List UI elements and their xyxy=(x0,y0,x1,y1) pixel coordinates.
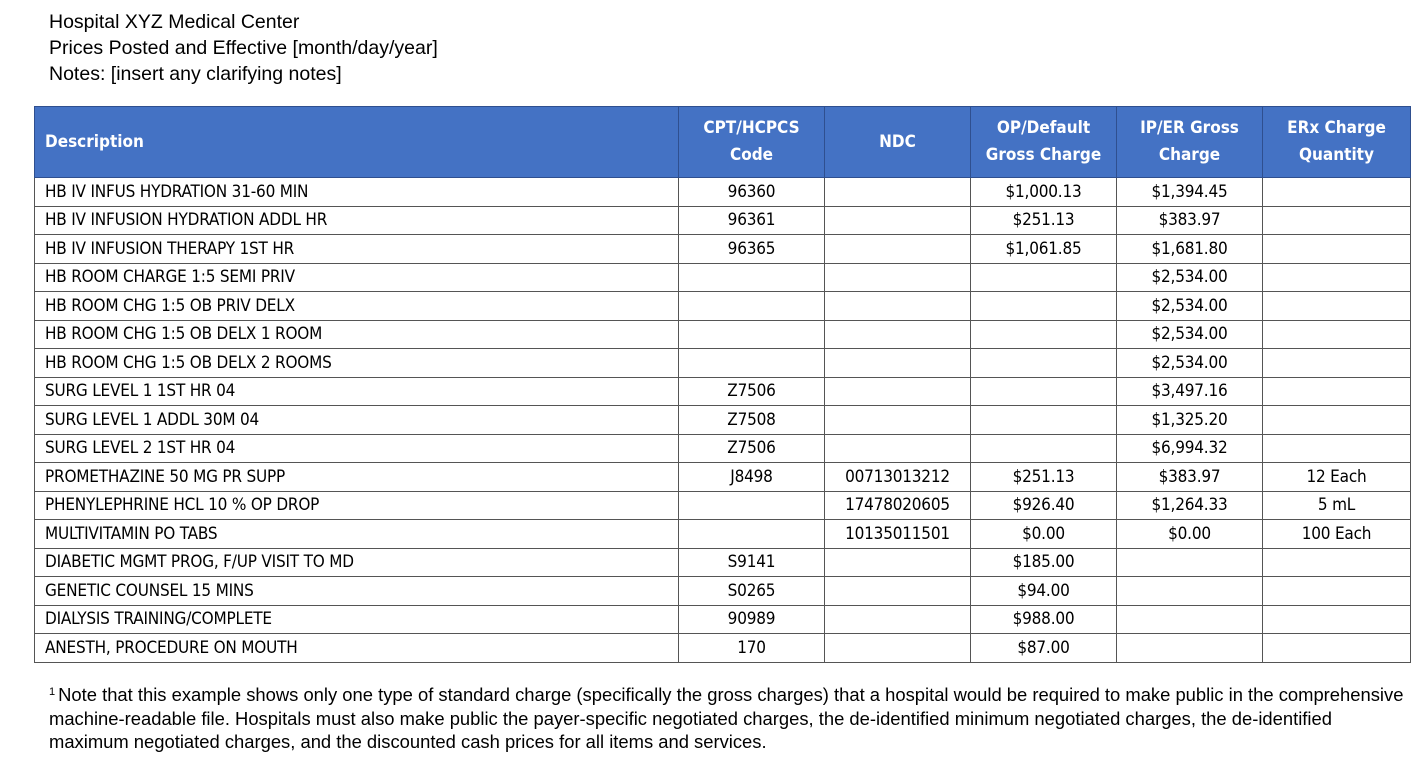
cell-op-default-gross-charge: $988.00 xyxy=(971,605,1117,634)
cell-ip-er-gross-charge: $2,534.00 xyxy=(1117,320,1263,349)
cell-ndc xyxy=(825,178,971,207)
cell-description: HB IV INFUSION HYDRATION ADDL HR xyxy=(35,206,679,235)
column-header-ip-er-gross-charge: IP/ER Gross Charge xyxy=(1117,107,1263,178)
prices-posted-line: Prices Posted and Effective [month/day/year] xyxy=(49,37,438,59)
cell-description: GENETIC COUNSEL 15 MINS xyxy=(35,577,679,606)
cell-ip-er-gross-charge: $2,534.00 xyxy=(1117,292,1263,321)
cell-ndc xyxy=(825,377,971,406)
table-body xyxy=(35,178,1411,663)
cell-op-default-gross-charge: $87.00 xyxy=(971,634,1117,663)
hospital-name: Hospital XYZ Medical Center xyxy=(49,11,300,33)
cell-op-default-gross-charge xyxy=(971,320,1117,349)
cell-ndc: 17478020605 xyxy=(825,491,971,520)
cell-erx-charge-quantity xyxy=(1263,634,1411,663)
cell-erx-charge-quantity xyxy=(1263,320,1411,349)
cell-cpt-hcpcs-code xyxy=(679,320,825,349)
cell-erx-charge-quantity xyxy=(1263,292,1411,321)
notes-line: Notes: [insert any clarifying notes] xyxy=(49,63,342,85)
cell-ip-er-gross-charge: $2,534.00 xyxy=(1117,263,1263,292)
table-row xyxy=(35,235,1411,264)
cell-erx-charge-quantity: 12 Each xyxy=(1263,463,1411,492)
table-row xyxy=(35,349,1411,378)
cell-description: HB IV INFUS HYDRATION 31-60 MIN xyxy=(35,178,679,207)
cell-ndc xyxy=(825,235,971,264)
cell-ndc: 10135011501 xyxy=(825,520,971,549)
cell-cpt-hcpcs-code: 96360 xyxy=(679,178,825,207)
cell-ip-er-gross-charge: $2,534.00 xyxy=(1117,349,1263,378)
table-row xyxy=(35,463,1411,492)
cell-erx-charge-quantity xyxy=(1263,349,1411,378)
cell-erx-charge-quantity xyxy=(1263,605,1411,634)
cell-ndc xyxy=(825,206,971,235)
cell-cpt-hcpcs-code: J8498 xyxy=(679,463,825,492)
table-row xyxy=(35,206,1411,235)
cell-erx-charge-quantity xyxy=(1263,263,1411,292)
cell-cpt-hcpcs-code: Z7506 xyxy=(679,434,825,463)
cell-ip-er-gross-charge: $6,994.32 xyxy=(1117,434,1263,463)
cell-ndc xyxy=(825,263,971,292)
cell-ip-er-gross-charge xyxy=(1117,548,1263,577)
cell-ip-er-gross-charge: $1,264.33 xyxy=(1117,491,1263,520)
cell-op-default-gross-charge xyxy=(971,263,1117,292)
cell-description: PROMETHAZINE 50 MG PR SUPP xyxy=(35,463,679,492)
cell-cpt-hcpcs-code: S9141 xyxy=(679,548,825,577)
table-row xyxy=(35,377,1411,406)
cell-ip-er-gross-charge xyxy=(1117,577,1263,606)
cell-cpt-hcpcs-code: 96361 xyxy=(679,206,825,235)
table-row xyxy=(35,178,1411,207)
cell-ip-er-gross-charge: $1,325.20 xyxy=(1117,406,1263,435)
column-header-ndc: NDC xyxy=(825,107,971,178)
cell-ndc xyxy=(825,605,971,634)
cell-erx-charge-quantity: 5 mL xyxy=(1263,491,1411,520)
cell-op-default-gross-charge xyxy=(971,377,1117,406)
table-header-row xyxy=(35,107,1411,178)
cell-ndc xyxy=(825,577,971,606)
cell-cpt-hcpcs-code: Z7506 xyxy=(679,377,825,406)
cell-cpt-hcpcs-code: Z7508 xyxy=(679,406,825,435)
cell-ip-er-gross-charge: $3,497.16 xyxy=(1117,377,1263,406)
footnote-marker: 1 xyxy=(49,686,56,698)
table-row xyxy=(35,520,1411,549)
cell-ndc xyxy=(825,349,971,378)
cell-description: PHENYLEPHRINE HCL 10 % OP DROP xyxy=(35,491,679,520)
cell-ip-er-gross-charge: $0.00 xyxy=(1117,520,1263,549)
cell-ip-er-gross-charge: $383.97 xyxy=(1117,206,1263,235)
cell-op-default-gross-charge: $251.13 xyxy=(971,463,1117,492)
cell-ip-er-gross-charge xyxy=(1117,634,1263,663)
cell-description: HB ROOM CHG 1:5 OB DELX 2 ROOMS xyxy=(35,349,679,378)
cell-erx-charge-quantity xyxy=(1263,235,1411,264)
cell-erx-charge-quantity xyxy=(1263,406,1411,435)
cell-description: DIABETIC MGMT PROG, F/UP VISIT TO MD xyxy=(35,548,679,577)
cell-description: ANESTH, PROCEDURE ON MOUTH xyxy=(35,634,679,663)
cell-ndc: 00713013212 xyxy=(825,463,971,492)
cell-erx-charge-quantity: 100 Each xyxy=(1263,520,1411,549)
cell-description: HB ROOM CHARGE 1:5 SEMI PRIV xyxy=(35,263,679,292)
cell-description: MULTIVITAMIN PO TABS xyxy=(35,520,679,549)
cell-op-default-gross-charge: $1,000.13 xyxy=(971,178,1117,207)
cell-op-default-gross-charge xyxy=(971,434,1117,463)
cell-cpt-hcpcs-code xyxy=(679,349,825,378)
column-header-cpt-hcpcs-code: CPT/HCPCS Code xyxy=(679,107,825,178)
cell-op-default-gross-charge: $1,061.85 xyxy=(971,235,1117,264)
cell-op-default-gross-charge: $94.00 xyxy=(971,577,1117,606)
footnote-text: Note that this example shows only one type of standard charge (specifically the gross charges) that a hospital would be required to make public in the comprehensive machine-readable file. Hospitals must also make public the payer-specific negotiated charges, the de-identified minimum negotiated charges, the de-identified maximum negotiated charges, and the discounted cash prices for all items and services. xyxy=(49,684,1404,752)
table-row xyxy=(35,320,1411,349)
cell-erx-charge-quantity xyxy=(1263,206,1411,235)
cell-erx-charge-quantity xyxy=(1263,178,1411,207)
cell-cpt-hcpcs-code xyxy=(679,520,825,549)
document-header xyxy=(49,9,438,87)
cell-cpt-hcpcs-code: 170 xyxy=(679,634,825,663)
cell-ndc xyxy=(825,320,971,349)
cell-description: HB ROOM CHG 1:5 OB PRIV DELX xyxy=(35,292,679,321)
cell-description: SURG LEVEL 1 ADDL 30M 04 xyxy=(35,406,679,435)
price-table xyxy=(34,106,1411,663)
table-row xyxy=(35,406,1411,435)
cell-ndc xyxy=(825,548,971,577)
table-row xyxy=(35,605,1411,634)
cell-ip-er-gross-charge: $1,394.45 xyxy=(1117,178,1263,207)
cell-ndc xyxy=(825,434,971,463)
cell-ndc xyxy=(825,406,971,435)
cell-op-default-gross-charge: $926.40 xyxy=(971,491,1117,520)
cell-description: SURG LEVEL 2 1ST HR 04 xyxy=(35,434,679,463)
cell-description: SURG LEVEL 1 1ST HR 04 xyxy=(35,377,679,406)
cell-op-default-gross-charge xyxy=(971,406,1117,435)
cell-description: DIALYSIS TRAINING/COMPLETE xyxy=(35,605,679,634)
cell-ndc xyxy=(825,634,971,663)
table-row xyxy=(35,292,1411,321)
cell-description: HB IV INFUSION THERAPY 1ST HR xyxy=(35,235,679,264)
table-row xyxy=(35,577,1411,606)
table-row xyxy=(35,263,1411,292)
cell-op-default-gross-charge: $0.00 xyxy=(971,520,1117,549)
cell-cpt-hcpcs-code: S0265 xyxy=(679,577,825,606)
cell-description: HB ROOM CHG 1:5 OB DELX 1 ROOM xyxy=(35,320,679,349)
table-row xyxy=(35,491,1411,520)
table-row xyxy=(35,434,1411,463)
cell-cpt-hcpcs-code: 90989 xyxy=(679,605,825,634)
cell-cpt-hcpcs-code xyxy=(679,292,825,321)
cell-erx-charge-quantity xyxy=(1263,377,1411,406)
cell-op-default-gross-charge: $251.13 xyxy=(971,206,1117,235)
cell-ip-er-gross-charge: $1,681.80 xyxy=(1117,235,1263,264)
column-header-description: Description xyxy=(35,107,679,178)
column-header-erx-charge-quantity: ERx Charge Quantity xyxy=(1263,107,1411,178)
table-row xyxy=(35,634,1411,663)
cell-op-default-gross-charge xyxy=(971,349,1117,378)
footnote xyxy=(49,683,1409,754)
cell-cpt-hcpcs-code xyxy=(679,491,825,520)
cell-erx-charge-quantity xyxy=(1263,434,1411,463)
cell-op-default-gross-charge: $185.00 xyxy=(971,548,1117,577)
table-row xyxy=(35,548,1411,577)
cell-ip-er-gross-charge: $383.97 xyxy=(1117,463,1263,492)
cell-ip-er-gross-charge xyxy=(1117,605,1263,634)
cell-erx-charge-quantity xyxy=(1263,577,1411,606)
cell-cpt-hcpcs-code xyxy=(679,263,825,292)
cell-erx-charge-quantity xyxy=(1263,548,1411,577)
column-header-op-default-gross-charge: OP/Default Gross Charge xyxy=(971,107,1117,178)
cell-ndc xyxy=(825,292,971,321)
cell-cpt-hcpcs-code: 96365 xyxy=(679,235,825,264)
cell-op-default-gross-charge xyxy=(971,292,1117,321)
